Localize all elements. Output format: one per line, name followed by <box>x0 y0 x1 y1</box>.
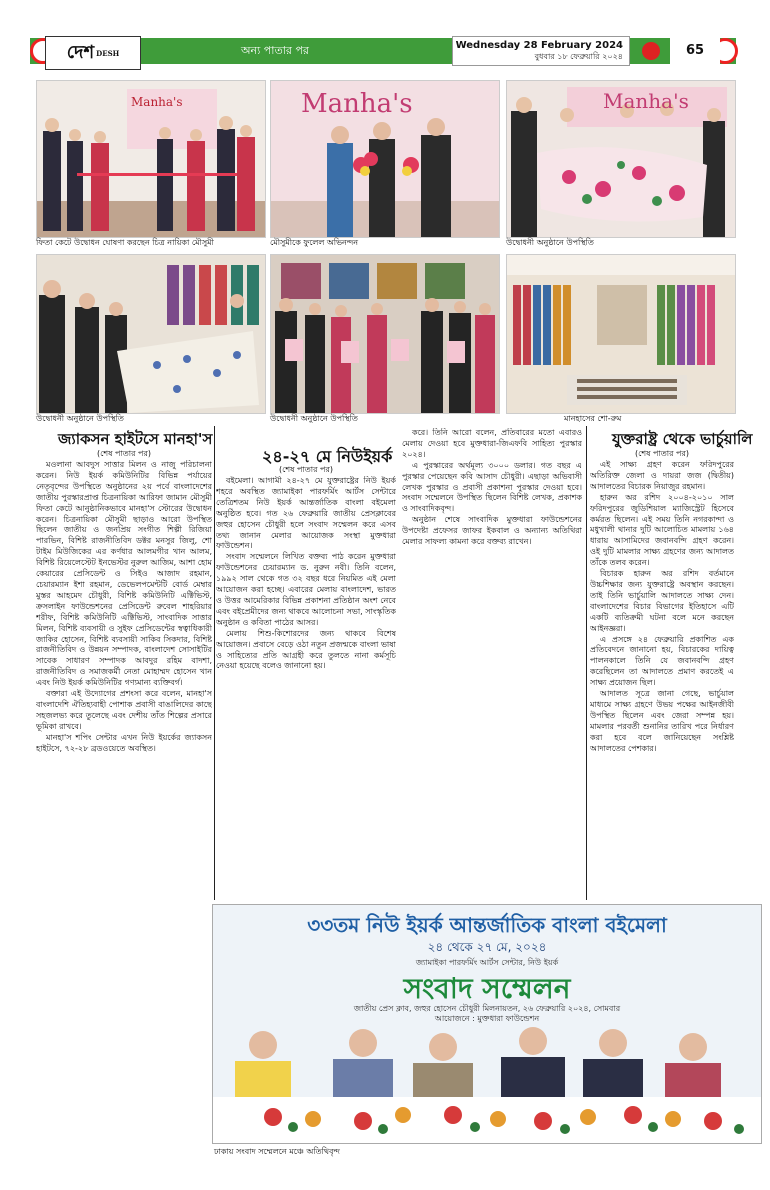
headline-manhas: জ্যাকসন হাইটসে মানহা'স <box>58 430 213 448</box>
article-paragraph: করে। তিনি আরো বলেন, প্রতিবারের মতো এবারও মেলায় দেওয়া হবে মুক্তধারা-জিএফবি সাহিত্য পুরস্কার ২০২৪। <box>402 428 582 459</box>
article-manhas-body <box>36 460 212 1182</box>
logo-text: দেশ <box>66 41 95 63</box>
article-paragraph: বইমেলা। আগামী ২৪-২৭ মে যুক্তরাষ্ট্রের নিউ ইয়র্ক শহরে অবস্থিত জ্যামাইকা পারফর্মিং আর্টস সেন্টারে তেত্রিশতম নিউ ইয়র্ক আন্তর্জাতিক বাংলা বইমেলা অনুষ্ঠিত হবে। গত ২৬ ফেব্রুয়ারি জাতীয় প্রেসক্লাবের জহুর হোসেন চৌধুরী হলে সংবাদ সম্মেলন করে এসব তথ্য জানান মেলার আয়োজক সংস্থা মুক্তধারা ফাউন্ডেশন। <box>216 476 396 551</box>
article-paragraph: বিচারক হারুন অর রশিদ বর্তমানে উচ্চশিক্ষার জন্য যুক্তরাষ্ট্রে অবস্থান করছেন। তাই তিনি ভার্চুয়ালি আদালতে সাক্ষ্য দেন। বাংলাদেশের বিচার বিভাগের ইতিহাসে এটি একটি ব্যতিক্রমী ঘটনা বলে মনে করছেন আইনজ্ঞরা। <box>590 569 734 633</box>
article-paragraph: এ পুরস্কারের অর্থমূল্য ৩০০০ ডলার। গত বছর এ পুরস্কার পেয়েছেন কবি আসাদ চৌধুরী। এছাড়া অভিবাসী লেখক পুরস্কার ও প্রবাসী প্রকাশনা পুরস্কার দেওয়া হবে। সংবাদ সম্মেলনে উপস্থিত ছিলেন বিশিষ্ট লেখক, প্রকাশক ও সাংবাদিকবৃন্দ। <box>402 460 582 514</box>
photo-caption: উদ্বোধনী অনুষ্ঠানে উপস্থিতি <box>270 414 358 423</box>
banner-dates: ২৪ থেকে ২৭ মে, ২০২৪ <box>427 940 547 954</box>
banner-host: জাতীয় প্রেস ক্লাব, জহুর হোসেন চৌধুরী মিলনায়তন, ২৬ ফেব্রুয়ারি ২০২৪, সোমবার <box>353 1004 621 1013</box>
headline-book-fair: ২৪-২৭ মে নিউইয়র্ক <box>262 447 393 466</box>
photo-caption: মানহাসের শো-রুম <box>564 414 622 423</box>
banner-venue: জ্যামাইকা পারফর্মিং আর্টস সেন্টার, নিউ ইয়র্ক <box>415 958 559 967</box>
article-virtual-testimony-body <box>590 460 734 900</box>
article-paragraph: এই সাক্ষ্য গ্রহণ করেন ফরিদপুরের অতিরিক্ত জেলা ও দায়রা জজ (দ্বিতীয়) আদালতের বিচারক নিয়াজুর রহমান। <box>590 460 734 491</box>
photo-caption: ঢাকায় সংবাদ সম্মেলনে মঞ্চে অতিথিবৃন্দ <box>214 1147 340 1156</box>
page-dot-icon <box>642 42 660 60</box>
photo-fabric-display <box>506 80 736 238</box>
banner-title: ৩৩তম নিউ ইয়র্ক আন্তর্জাতিক বাংলা বইমেলা <box>307 913 667 937</box>
article-paragraph: বক্তারা এই উদ্যোগের প্রশংসা করে বলেন, মানহা'স বাংলাদেশি ঐতিহ্যবাহী পোশাক প্রবাসী বাঙালিদের কাছে সহজলভ্য করে তুলেছে এবং দেশীয় তাঁত শিল্পের প্রসারে ভূমিকা রাখবে। <box>36 689 212 731</box>
photo-flower-greeting <box>270 80 500 238</box>
article-paragraph: হারুন অর রশিদ ২০০৪-২০১০ সাল ফরিদপুরের জুডিশিয়াল ম্যাজিস্ট্রেট হিসেবে কর্মরত ছিলেন। এই সময় তিনি নগরকান্দা ও মধুখালী থানার দুটি আলোচিত মামলায় ১৬৪ ধারায় আসামিদের জবানবন্দি গ্রহণ করেন। ওই দুটি মামলার সাক্ষ্য গ্রহণের জন্য আদালত তাঁকে তলব করেন। <box>590 492 734 568</box>
article-paragraph: আদালত সূত্রে জানা গেছে, ভার্চুয়াল মাধ্যমে সাক্ষ্য গ্রহণে উভয় পক্ষের আইনজীবী উপস্থিত ছিলেন এবং জেরা সম্পন্ন হয়। মামলার পরবর্তী শুনানির তারিখ পরে নির্ধারণ করা হবে বলে জানিয়েছেন সংশ্লিষ্ট আদালতের পেশকার। <box>590 689 734 753</box>
newspaper-logo <box>45 36 141 70</box>
store-sign: Manha's <box>603 89 689 113</box>
photo-caption: উদ্বোধনী অনুষ্ঠানে উপস্থিতি <box>506 238 594 247</box>
photo-saree-showcase <box>36 254 266 414</box>
page-number: 65 <box>670 38 720 64</box>
photo-group-with-bags <box>270 254 500 414</box>
photo-caption: ফিতা কেটে উদ্বোধন ঘোষণা করছেন চিত্র নায়িকা মৌসুমী <box>36 238 214 247</box>
article-book-fair-body <box>216 476 396 900</box>
date-box <box>452 36 630 66</box>
article-paragraph: মানহা'স শপিং সেন্টার এখন নিউ ইয়র্কের জ্যাকসন হাইটসে, ৭২-২৮ ব্রডওয়েতে অবস্থিত। <box>36 732 212 753</box>
store-sign: Manha's <box>131 95 183 109</box>
column-divider <box>214 426 215 900</box>
press-conference-photo <box>212 904 762 1144</box>
headline-virtual-testimony: যুক্তরাষ্ট্র থেকে ভার্চুয়ালি <box>612 430 753 448</box>
continued-note: (শেষ পাতার পর) <box>96 449 152 458</box>
article-paragraph: মওলানা আবদুস সাত্তার মিলন ও নাজু পরিচালনা করেন। নিউ ইয়র্ক কমিউনিটির বিভিন্ন পর্যায়ের নেতৃবৃন্দের উপস্থিতে অনুষ্ঠানের ২য় পর্বে বাংলাদেশের জাতীয় পুরস্কারপ্রাপ্ত চিত্রনায়িকা আরিফা জামান মৌসুমী ফিতা কেটে আনুষ্ঠানিকভাবে মানহা'স স্টোরের উদ্বোধন করেন। চিত্রনায়িকা মৌসুমী ছাড়াও আরো উপস্থিত ছিলেন জাতীয় ও জনপ্রিয় সংগীত শিল্পী রিজিয়া পারভিন, বিশিষ্ট রাজনীতিবিদ ডক্টর মনসুর জিলু, শো টাইম মিউজিকের এর কর্ণধার আলমগীর খান আলম, বিশিষ্ট রিয়েলেস্টেট ইনভেস্টর নুরুল আজিম, আশা হোম কেয়ারের প্রেসিডেন্ট ও সিইও আজাদ রহমান, চেয়ারম্যান ইশা রহমান, ডেভেলপমেন্টটি বোর্ড মেম্বার মুস্তর আহমেদ চৌধুরী, বিশিষ্ট কমিউনিটি এক্টিভিস্ট, ক্রসলাইন ফাউন্ডেশনের প্রেসিডেন্ট রুবেল শাহরিয়ার শরীফ, বিশিষ্ট কমিউনিটি এক্টিভিস্ট, সাংবাদিক সাত্তার মিলন, বিশিষ্ট ব্যবসায়ী ও সুইফ প্রেসিডেন্টের স্বত্বাধিকারী জাকির হোসেন, বিশিষ্ট ব্যবসায়ী সাকিব সিকদার, বিশিষ্ট রাজনীতিবিদ ও উন্নয়ন সম্পাদক, বাংলাদেশ সোসাইটির সাবেক সাধারণ সম্পাদক আবদুর রহিম বাদশা, রাজনীতিবিদ ও সমাজকর্মী নেতা মোহাম্মদ হোসেন খান এবং নিউ ইয়র্ক কমিউনিটির গণ্যমান্য ব্যক্তিবর্গ। <box>36 460 212 688</box>
photo-caption: মৌসুমীকে ফুলেল অভিনন্দন <box>270 238 359 247</box>
photo-showroom <box>506 254 736 414</box>
store-sign: Manha's <box>301 89 413 119</box>
continued-label: অন্য পাতার পর <box>241 44 309 57</box>
banner-conference-title: সংবাদ সম্মেলন <box>403 972 571 1005</box>
date-english: Wednesday 28 February 2024 <box>455 40 623 51</box>
photo-caption: উদ্বোধনী অনুষ্ঠানে উপস্থিতি <box>36 414 124 423</box>
date-bengali: বুধবার ১৮ ফেব্রুয়ারি ২০২৪ <box>534 52 623 61</box>
page-header <box>0 0 770 78</box>
article-book-fair-continued <box>402 428 582 900</box>
logo-subtext: DESH <box>96 48 120 58</box>
continued-note: (শেষ পাতার পর) <box>278 465 334 474</box>
stage-scene <box>213 1023 761 1143</box>
continued-note: (শেষ পাতার পর) <box>634 449 690 458</box>
article-paragraph: সংবাদ সম্মেলনে লিখিত বক্তব্য পাঠ করেন মুক্তধারা ফাউন্ডেশনের চেয়ারম্যান ড. নুরুন নবী। তিনি বলেন, ১৯৯২ সাল থেকে গত ৩২ বছর ধরে নিয়মিত এই মেলা আয়োজন করা হচ্ছে। এবারের মেলায় বাংলাদেশ, ভারত ও উত্তর আমেরিকার বিভিন্ন প্রকাশনা প্রতিষ্ঠান অংশ নেবে এবং বইপ্রেমীদের জন্য থাকবে আলোচনা সভা, সাংস্কৃতিক অনুষ্ঠান ও কবিতা পাঠের আসর। <box>216 552 396 627</box>
article-paragraph: অনুষ্ঠান শেষে সাংবাদিক মুক্তধারা ফাউন্ডেশনের উপদেষ্টা প্রফেসর জাফর ইকবাল ও অন্যান্য অতিথিরা মেলার সাফল্য কামনা করে বক্তব্য রাখেন। <box>402 515 582 547</box>
banner-organizer: আয়োজনে : মুক্তধারা ফাউন্ডেশন <box>434 1014 540 1023</box>
article-paragraph: মেলায় শিশু-কিশোরদের জন্য থাকবে বিশেষ আয়োজন। প্রবাসে বেড়ে ওঠা নতুন প্রজন্মকে বাংলা ভাষা ও সাহিত্যের প্রতি আগ্রহী করে তুলতে নানা কর্মসূচি নেওয়া হয়েছে বলেও জানানো হয়। <box>216 628 396 671</box>
photo-ribbon-cutting <box>36 80 266 238</box>
column-divider <box>586 426 587 900</box>
article-paragraph: এ প্রসঙ্গে ২৪ ফেব্রুয়ারি প্রকাশিত এক প্রতিবেদনে জানানো হয়, বিচারকের দায়িত্ব পালনকালে তিনি যে জবানবন্দি গ্রহণ করেছিলেন তা আদালতে প্রমাণ করতেই এ সাক্ষ্য প্রয়োজন ছিল। <box>590 634 734 688</box>
